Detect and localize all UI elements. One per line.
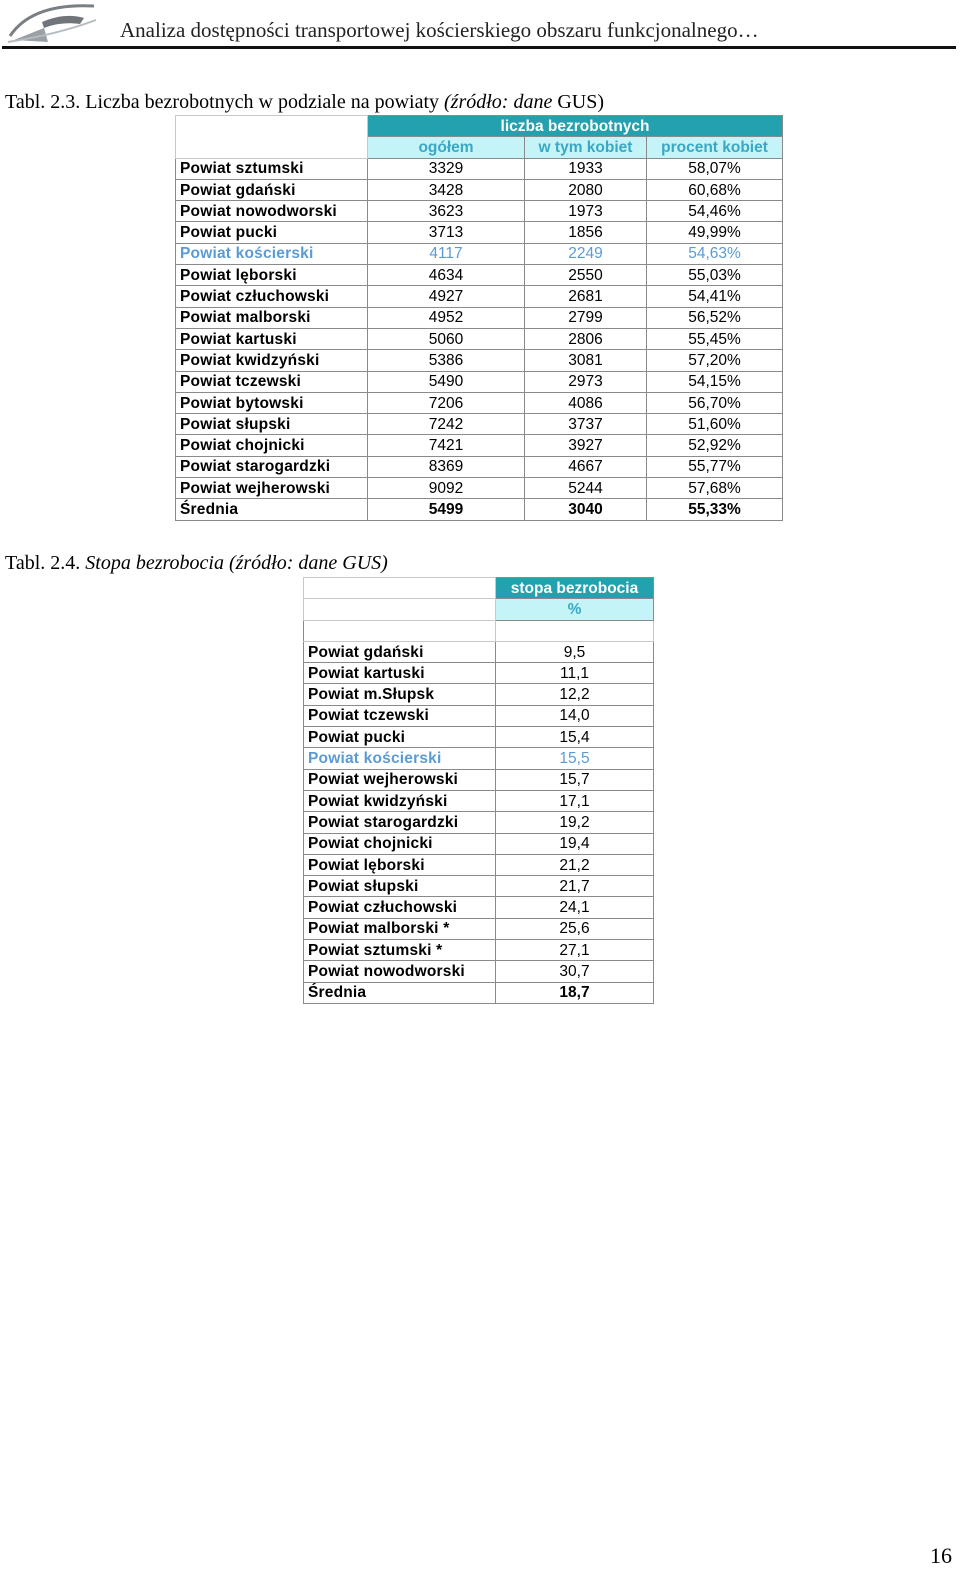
district-name: Powiat nowodworski [304, 961, 496, 982]
table-row [176, 307, 783, 328]
women-percent: 54,63% [647, 243, 783, 264]
unemployment-rate: 15,5 [496, 748, 654, 769]
caption-italic: Stopa bezrobocia (źródło: dane GUS) [85, 552, 388, 574]
unemployment-rate: 11,1 [496, 663, 654, 684]
district-name: Powiat słupski [176, 414, 368, 435]
district-name: Powiat gdański [304, 641, 496, 662]
district-name: Średnia [176, 499, 368, 520]
table-row [304, 918, 654, 939]
unemployed-women: 4086 [525, 392, 647, 413]
table-row [176, 392, 783, 413]
women-percent: 57,20% [647, 350, 783, 371]
unemployed-total: 4927 [368, 286, 525, 307]
table-row [304, 748, 654, 769]
unemployment-rate: 24,1 [496, 897, 654, 918]
column-header-total: ogółem [368, 137, 525, 158]
table-row [304, 940, 654, 961]
unemployed-total: 7421 [368, 435, 525, 456]
table-header-row [304, 578, 654, 599]
district-name: Powiat m.Słupsk [304, 684, 496, 705]
table-row [304, 897, 654, 918]
table-row [304, 982, 654, 1003]
table-row [176, 414, 783, 435]
district-name: Powiat tczewski [304, 705, 496, 726]
table-row [304, 769, 654, 790]
unemployed-women: 3927 [525, 435, 647, 456]
district-name: Powiat słupski [304, 876, 496, 897]
unemployed-table-body [176, 116, 783, 521]
unemployed-total: 3623 [368, 201, 525, 222]
caption-text: Tabl. 2.3. Liczba bezrobotnych w podziale na powiaty [5, 91, 445, 113]
table-row [304, 854, 654, 875]
column-header-percent: procent kobiet [647, 137, 783, 158]
unemployment-rate: 21,2 [496, 854, 654, 875]
district-name: Powiat sztumski * [304, 940, 496, 961]
unemployment-rate-table [303, 577, 654, 1004]
women-percent: 55,33% [647, 499, 783, 520]
district-name: Powiat kartuski [176, 328, 368, 349]
caption-text: Tabl. 2.4. [5, 552, 86, 574]
unemployed-total: 8369 [368, 456, 525, 477]
women-percent: 54,15% [647, 371, 783, 392]
table-row [176, 435, 783, 456]
header-blank-cell [304, 599, 496, 620]
district-name: Powiat kościerski [176, 243, 368, 264]
table-row [304, 812, 654, 833]
women-percent: 54,41% [647, 286, 783, 307]
table-row [176, 201, 783, 222]
unemployment-rate: 15,7 [496, 769, 654, 790]
unemployed-total: 3428 [368, 179, 525, 200]
district-name: Powiat pucki [304, 727, 496, 748]
unemployed-women: 2681 [525, 286, 647, 307]
unemployed-total: 3329 [368, 158, 525, 179]
district-name: Powiat nowodworski [176, 201, 368, 222]
women-percent: 49,99% [647, 222, 783, 243]
unemployed-women: 2806 [525, 328, 647, 349]
header-blank-cell [304, 578, 496, 599]
caption-italic: (źródło: dane [444, 91, 553, 113]
document-title: Analiza dostępności transportowej kościerskiego obszaru funkcjonalnego… [120, 18, 759, 42]
table-row [304, 663, 654, 684]
unemployed-women: 2249 [525, 243, 647, 264]
table-row [304, 705, 654, 726]
district-name: Powiat kościerski [304, 748, 496, 769]
women-percent: 56,52% [647, 307, 783, 328]
unemployed-total: 4952 [368, 307, 525, 328]
table-subheader-row [304, 599, 654, 620]
unemployed-total: 4117 [368, 243, 525, 264]
column-header-women: w tym kobiet [525, 137, 647, 158]
table-row [304, 641, 654, 662]
district-name: Powiat sztumski [176, 158, 368, 179]
unemployed-table [175, 115, 783, 521]
table-row [176, 243, 783, 264]
group-header: stopa bezrobocia [496, 578, 654, 599]
district-name: Powiat bytowski [176, 392, 368, 413]
district-name: Powiat malborski * [304, 918, 496, 939]
district-name: Powiat tczewski [176, 371, 368, 392]
table-row [176, 371, 783, 392]
table-caption-unemployed [5, 91, 604, 114]
district-name: Powiat wejherowski [304, 769, 496, 790]
women-percent: 56,70% [647, 392, 783, 413]
district-name: Powiat starogardzki [176, 456, 368, 477]
unemployed-women: 2550 [525, 265, 647, 286]
district-name: Powiat człuchowski [176, 286, 368, 307]
column-header-unit: % [496, 599, 654, 620]
spacer-row [304, 620, 654, 641]
unemployed-women: 2799 [525, 307, 647, 328]
unemployment-rate: 30,7 [496, 961, 654, 982]
unemployment-rate: 12,2 [496, 684, 654, 705]
women-percent: 58,07% [647, 158, 783, 179]
table-row [304, 684, 654, 705]
spacer-cell [304, 620, 496, 641]
header-blank-cell [176, 116, 368, 159]
women-percent: 52,92% [647, 435, 783, 456]
unemployed-women: 3737 [525, 414, 647, 435]
district-name: Średnia [304, 982, 496, 1003]
unemployed-women: 5244 [525, 478, 647, 499]
page-header [0, 0, 960, 50]
table-row [304, 727, 654, 748]
unemployed-total: 4634 [368, 265, 525, 286]
women-percent: 54,46% [647, 201, 783, 222]
table-row [176, 328, 783, 349]
table-row [176, 478, 783, 499]
table-row [304, 961, 654, 982]
table-header-row [176, 116, 783, 137]
unemployed-women: 4667 [525, 456, 647, 477]
unemployment-rate: 19,2 [496, 812, 654, 833]
header-divider [2, 46, 956, 49]
table-caption-rate [5, 552, 388, 575]
district-name: Powiat pucki [176, 222, 368, 243]
unemployed-women: 3040 [525, 499, 647, 520]
district-name: Powiat człuchowski [304, 897, 496, 918]
district-name: Powiat chojnicki [304, 833, 496, 854]
table-row [176, 265, 783, 286]
logo-icon [4, 2, 99, 46]
women-percent: 51,60% [647, 414, 783, 435]
table-row [304, 833, 654, 854]
table-row [176, 456, 783, 477]
table-row [176, 286, 783, 307]
unemployed-women: 3081 [525, 350, 647, 371]
page-number: 16 [930, 1543, 952, 1568]
unemployed-women: 1973 [525, 201, 647, 222]
women-percent: 55,77% [647, 456, 783, 477]
group-header: liczba bezrobotnych [368, 116, 783, 137]
district-name: Powiat gdański [176, 179, 368, 200]
unemployed-women: 1933 [525, 158, 647, 179]
unemployment-rate: 21,7 [496, 876, 654, 897]
table-row [304, 790, 654, 811]
table-row [176, 158, 783, 179]
unemployment-rate: 25,6 [496, 918, 654, 939]
table-row [304, 876, 654, 897]
district-name: Powiat kwidzyński [304, 790, 496, 811]
caption-suffix: GUS) [552, 91, 605, 113]
unemployed-women: 2973 [525, 371, 647, 392]
unemployed-total: 3713 [368, 222, 525, 243]
unemployed-total: 7206 [368, 392, 525, 413]
district-name: Powiat wejherowski [176, 478, 368, 499]
unemployed-women: 2080 [525, 179, 647, 200]
table-row [176, 350, 783, 371]
unemployed-total: 9092 [368, 478, 525, 499]
district-name: Powiat kwidzyński [176, 350, 368, 371]
district-name: Powiat starogardzki [304, 812, 496, 833]
district-name: Powiat chojnicki [176, 435, 368, 456]
district-name: Powiat kartuski [304, 663, 496, 684]
unemployment-rate: 14,0 [496, 705, 654, 726]
women-percent: 60,68% [647, 179, 783, 200]
unemployed-total: 5490 [368, 371, 525, 392]
unemployment-rate: 19,4 [496, 833, 654, 854]
unemployed-total: 5499 [368, 499, 525, 520]
women-percent: 57,68% [647, 478, 783, 499]
district-name: Powiat lęborski [304, 854, 496, 875]
unemployed-total: 5060 [368, 328, 525, 349]
unemployment-rate-table-body [304, 578, 654, 1004]
women-percent: 55,03% [647, 265, 783, 286]
women-percent: 55,45% [647, 328, 783, 349]
unemployment-rate: 17,1 [496, 790, 654, 811]
district-name: Powiat malborski [176, 307, 368, 328]
table-row [176, 179, 783, 200]
unemployment-rate: 15,4 [496, 727, 654, 748]
unemployed-total: 7242 [368, 414, 525, 435]
spacer-cell [496, 620, 654, 641]
table-row [176, 222, 783, 243]
unemployment-rate: 9,5 [496, 641, 654, 662]
district-name: Powiat lęborski [176, 265, 368, 286]
unemployed-total: 5386 [368, 350, 525, 371]
table-row [176, 499, 783, 520]
unemployment-rate: 18,7 [496, 982, 654, 1003]
unemployed-women: 1856 [525, 222, 647, 243]
unemployment-rate: 27,1 [496, 940, 654, 961]
